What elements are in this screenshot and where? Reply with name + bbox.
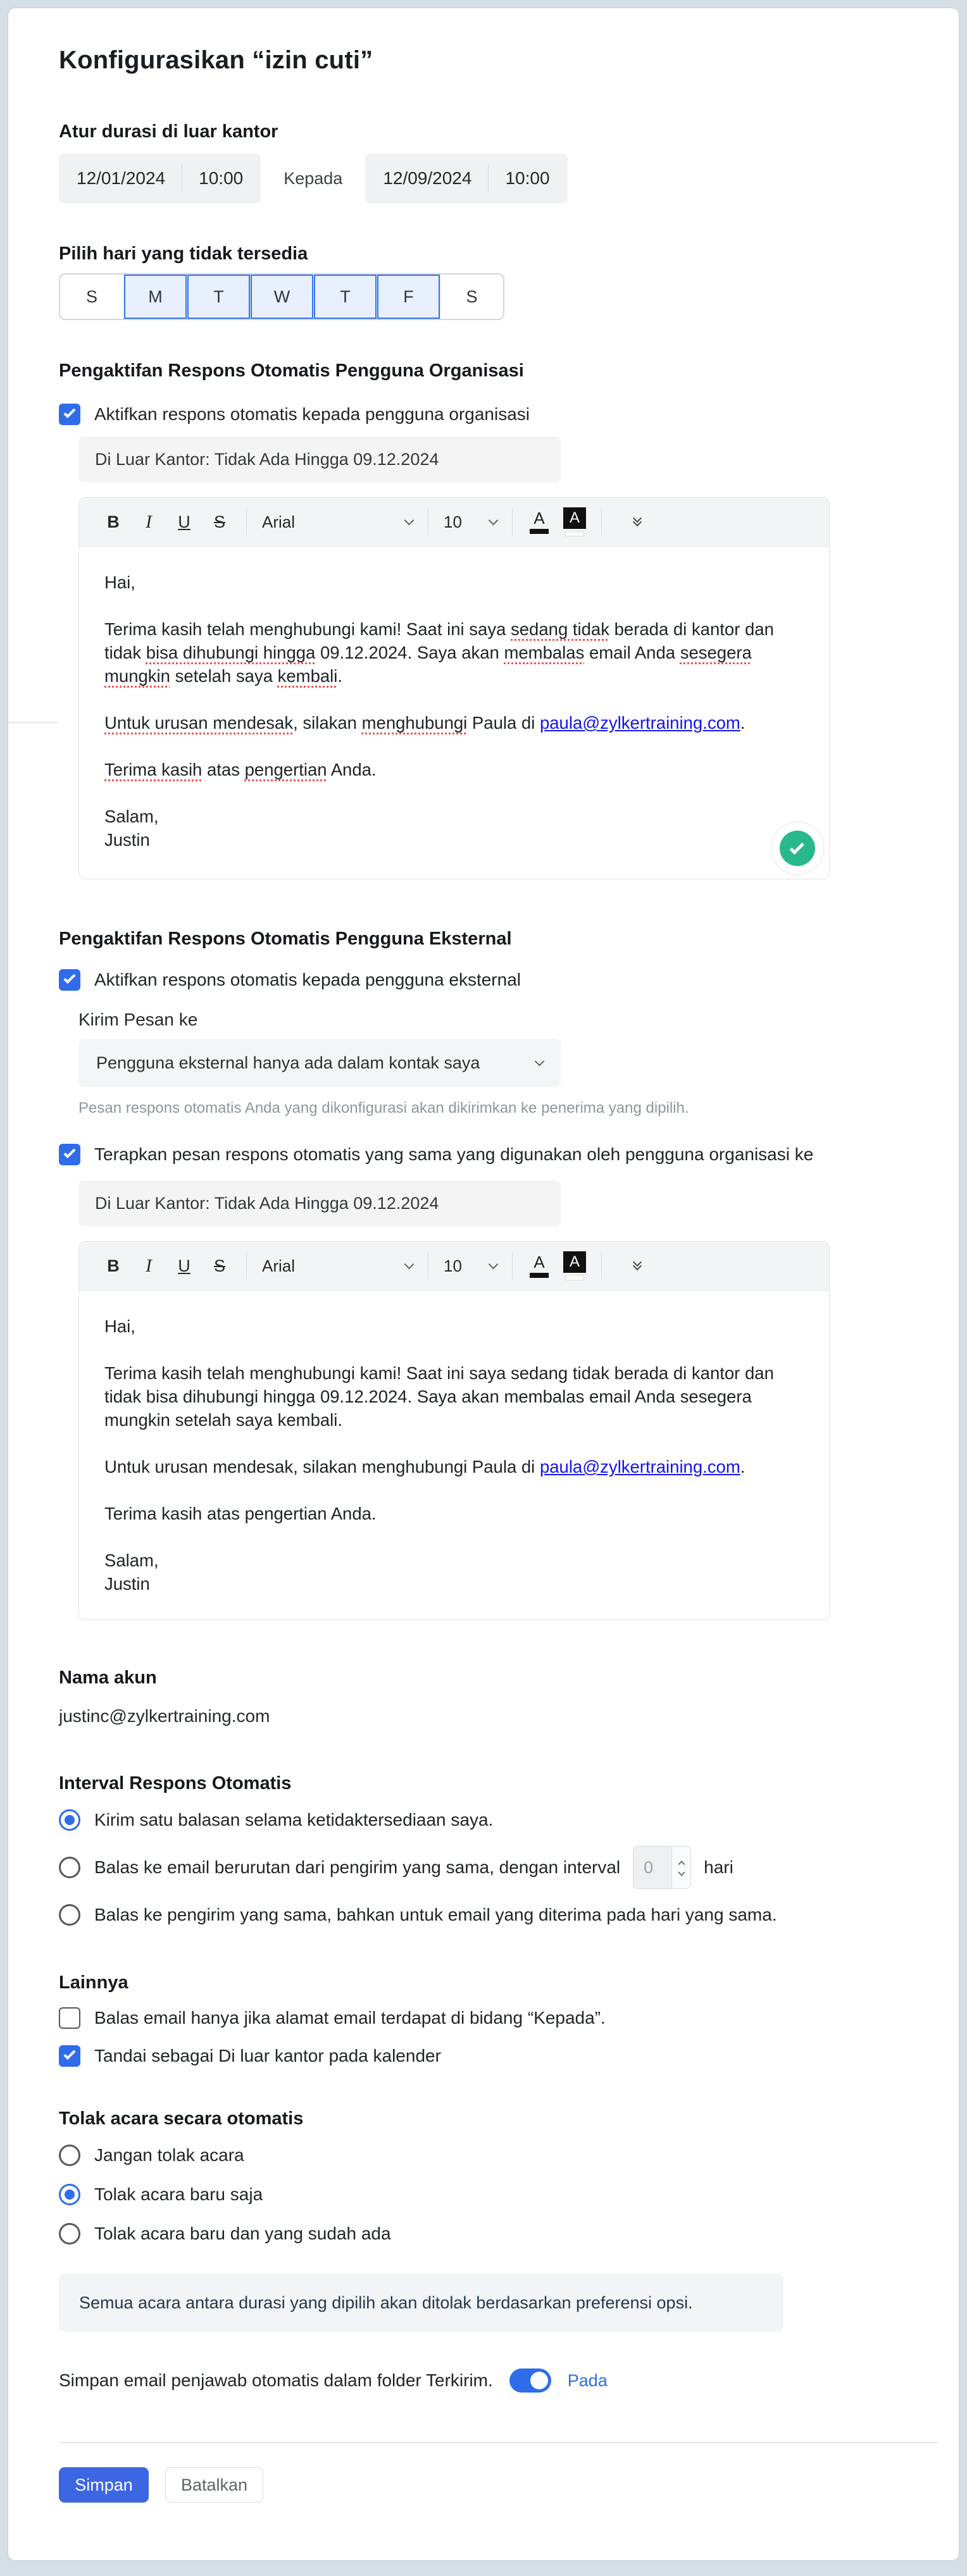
toolbar-separator <box>601 509 602 535</box>
chevron-down-icon <box>489 515 499 525</box>
interval-days-radio[interactable] <box>59 1857 80 1878</box>
toggle-knob <box>530 2372 548 2389</box>
day-sunday[interactable]: S <box>85 287 97 306</box>
bold-button[interactable]: B <box>107 512 120 531</box>
italic-button[interactable]: I <box>146 511 152 532</box>
footer-divider <box>59 2442 938 2443</box>
font-color-button[interactable] <box>524 505 554 538</box>
save-to-sent-row <box>59 2369 936 2393</box>
send-to-helper-text: Pesan respons otomatis Anda yang dikonfigurasi akan dikirimkan ke penerima yang dipilih. <box>78 1099 689 1117</box>
font-size-value: 10 <box>444 512 462 531</box>
save-to-sent-label: Simpan email penjawab otomatis dalam folder Terkirim. <box>59 2370 493 2390</box>
start-datetime-picker[interactable] <box>59 154 261 203</box>
strikethrough-button[interactable]: S <box>213 512 225 531</box>
org-editor <box>78 497 830 879</box>
send-to-label: Kirim Pesan ke <box>78 1010 198 1029</box>
decline-option-label: Tolak acara baru saja <box>94 2184 263 2204</box>
interval-days-input[interactable] <box>633 1846 691 1889</box>
toolbar-separator <box>246 509 247 535</box>
chevron-down-icon <box>489 1259 499 1269</box>
same-message-label: Terapkan pesan respons otomatis yang sama yang digunakan oleh pengguna organisasi ke <box>94 1144 814 1164</box>
org-enable-label: Aktifkan respons otomatis kepada pengguna organisasi <box>94 404 530 424</box>
strikethrough-button[interactable]: S <box>213 1256 225 1275</box>
day-thursday[interactable]: T <box>313 275 377 319</box>
toolbar-separator <box>512 509 513 535</box>
check-icon <box>63 972 75 984</box>
font-family-dropdown[interactable] <box>258 512 416 532</box>
ext-enable-label: Aktifkan respons otomatis kepada pengguna eksternal <box>94 970 521 989</box>
others-option-label: Tandai sebagai Di luar kantor pada kalender <box>94 2046 441 2065</box>
spellcheck-ok-icon[interactable] <box>780 831 815 866</box>
ext-editor-body[interactable]: Hai, Terima kasih telah menghubungi kami! Saat ini saya sedang tidak berada di kantor dan tidak bisa dihubungi hingga 09.12.2024. Saya akan membalas email Anda sesegera mungkin setelah saya kembali. Untuk urusan mendesak, silakan menghubungi Paula di paula@zylkertraining.com. Terima kasih atas pengertian Anda. Salam, Justin <box>104 1316 774 1594</box>
highlight-swatch <box>565 531 584 536</box>
background-panel-edge <box>8 722 58 723</box>
footer-actions <box>59 2467 936 2503</box>
decline-new-and-existing-radio[interactable] <box>59 2223 80 2245</box>
check-icon <box>63 1146 75 1158</box>
decline-option-row <box>59 2184 936 2205</box>
ext-subject-input[interactable]: Di Luar Kantor: Tidak Ada Hingga 09.12.2024 <box>78 1180 561 1226</box>
start-time-value[interactable]: 10:00 <box>199 168 244 188</box>
decline-none-radio[interactable] <box>59 2145 80 2166</box>
interval-label-after: hari <box>704 1857 733 1877</box>
cancel-button[interactable]: Batalkan <box>165 2467 263 2503</box>
highlight-color-button[interactable] <box>559 1249 590 1282</box>
out-of-office-settings-panel <box>8 8 959 2561</box>
font-family-dropdown[interactable] <box>258 1256 416 1276</box>
font-color-letter: A <box>533 1253 545 1272</box>
chevron-up-icon <box>678 1861 685 1867</box>
underline-button[interactable]: U <box>178 1256 190 1275</box>
day-saturday[interactable]: S <box>440 275 503 319</box>
weekday-picker <box>59 273 504 320</box>
spinner-arrows[interactable] <box>671 1847 690 1888</box>
interval-single-reply-radio[interactable] <box>59 1809 80 1831</box>
interval-same-sender-radio[interactable] <box>59 1904 80 1926</box>
org-subject-input[interactable]: Di Luar Kantor: Tidak Ada Hingga 09.12.2024 <box>78 437 561 482</box>
account-email: justinc@zylkertraining.com <box>59 1706 270 1726</box>
org-editor-body[interactable]: Hai, Terima kasih telah menghubungi kami! Saat ini saya sedang tidak berada di kantor dan tidak bisa dihubungi hingga 09.12.2024. Saya akan membalas email Anda sesegera mungkin setelah saya kembali. Untuk urusan mendesak, silakan menghubungi Paula di paula@zylkertraining.com. Terima kasih atas pengertian Anda. Salam, Justin <box>104 573 774 850</box>
chevron-down-icon <box>678 1869 685 1876</box>
duration-to-label: Kepada <box>284 168 343 188</box>
end-time-value[interactable]: 10:00 <box>505 168 550 188</box>
org-enable-row <box>59 404 936 425</box>
font-size-dropdown[interactable] <box>440 512 501 532</box>
chevron-down-icon <box>404 515 415 525</box>
send-to-value: Pengguna eksternal hanya ada dalam kontak saya <box>96 1053 480 1072</box>
font-family-value: Arial <box>262 1256 296 1275</box>
check-icon <box>790 839 804 854</box>
page-title: Konfigurasikan “izin cuti” <box>59 46 373 74</box>
reply-only-to-field-checkbox[interactable] <box>59 2007 80 2029</box>
font-color-letter: A <box>533 509 545 528</box>
italic-button[interactable]: I <box>146 1255 152 1276</box>
decline-info-banner: Semua acara antara durasi yang dipilih akan ditolak berdasarkan preferensi opsi. <box>59 2274 783 2332</box>
interval-option-label <box>94 1846 733 1889</box>
more-formatting-icon[interactable] <box>622 1249 652 1282</box>
toolbar-separator <box>601 1253 602 1279</box>
send-to-select[interactable] <box>78 1039 561 1087</box>
interval-label-before: Balas ke email berurutan dari pengirim yang sama, dengan interval <box>94 1857 621 1877</box>
others-section-title: Lainnya <box>59 1972 128 1993</box>
chevron-down-icon <box>404 1259 415 1269</box>
day-monday[interactable]: M <box>123 275 187 319</box>
font-size-dropdown[interactable] <box>440 1256 501 1276</box>
mark-calendar-checkbox[interactable] <box>59 2045 80 2067</box>
font-size-value: 10 <box>444 1256 462 1275</box>
others-option-row <box>59 2045 936 2067</box>
check-icon <box>63 2048 75 2060</box>
ext-section-title: Pengaktifan Respons Otomatis Pengguna Eksternal <box>59 929 512 949</box>
check-icon <box>63 406 75 418</box>
interval-option-row <box>59 1809 936 1831</box>
others-option-label: Balas email hanya jika alamat email terdapat di bidang “Kepada”. <box>94 2008 606 2028</box>
day-friday[interactable]: F <box>377 275 440 319</box>
ext-editor <box>78 1241 830 1620</box>
bold-button[interactable]: B <box>107 1256 120 1275</box>
same-message-row <box>59 1144 936 1165</box>
save-to-sent-toggle[interactable] <box>509 2369 551 2393</box>
org-enable-checkbox[interactable] <box>59 404 80 425</box>
interval-option-row <box>59 1904 936 1926</box>
highlight-letter: A <box>563 507 586 529</box>
highlight-swatch <box>565 1275 584 1280</box>
highlight-letter: A <box>563 1251 586 1273</box>
decline-section-title: Tolak acara secara otomatis <box>59 2108 304 2129</box>
underline-button[interactable]: U <box>178 512 190 531</box>
day-tuesday[interactable]: T <box>187 275 250 319</box>
toggle-state-label: Pada <box>567 2370 608 2390</box>
org-section-title: Pengaktifan Respons Otomatis Pengguna Organisasi <box>59 361 524 381</box>
toolbar-separator <box>246 1253 247 1279</box>
days-section-label: Pilih hari yang tidak tersedia <box>59 244 308 264</box>
font-color-swatch <box>530 1273 549 1278</box>
toolbar-separator <box>512 1253 513 1279</box>
editor-toolbar <box>79 1242 829 1291</box>
decline-option-label: Jangan tolak acara <box>94 2145 244 2165</box>
decline-new-only-radio[interactable] <box>59 2184 80 2205</box>
interval-option-label: Balas ke pengirim yang sama, bahkan untuk email yang diterima pada hari yang sama. <box>94 1905 777 1924</box>
save-button[interactable]: Simpan <box>59 2467 149 2503</box>
font-color-button[interactable] <box>524 1249 554 1282</box>
interval-option-row <box>59 1846 936 1889</box>
decline-option-row <box>59 2223 936 2245</box>
interval-option-label: Kirim satu balasan selama ketidaktersediaan saya. <box>94 1810 494 1830</box>
font-color-swatch <box>530 529 549 534</box>
start-date-value[interactable]: 12/01/2024 <box>77 168 166 188</box>
end-date-value[interactable]: 12/09/2024 <box>383 168 472 188</box>
decline-option-label: Tolak acara baru dan yang sudah ada <box>94 2224 391 2243</box>
more-formatting-icon[interactable] <box>622 505 652 538</box>
end-datetime-picker[interactable] <box>365 154 567 203</box>
ext-enable-row <box>59 969 936 991</box>
account-label: Nama akun <box>59 1668 157 1688</box>
same-message-checkbox[interactable] <box>59 1144 80 1165</box>
interval-section-title: Interval Respons Otomatis <box>59 1773 292 1793</box>
highlight-color-button[interactable] <box>559 505 590 538</box>
ext-enable-checkbox[interactable] <box>59 969 80 991</box>
chevron-down-icon <box>535 1056 545 1066</box>
decline-option-row <box>59 2145 936 2166</box>
editor-toolbar <box>79 498 829 547</box>
duration-row <box>59 154 936 203</box>
interval-days-value: 0 <box>644 1857 654 1877</box>
others-option-row <box>59 2007 936 2029</box>
day-wednesday[interactable]: W <box>250 275 313 319</box>
font-family-value: Arial <box>262 512 296 531</box>
duration-section-label: Atur durasi di luar kantor <box>59 121 278 142</box>
